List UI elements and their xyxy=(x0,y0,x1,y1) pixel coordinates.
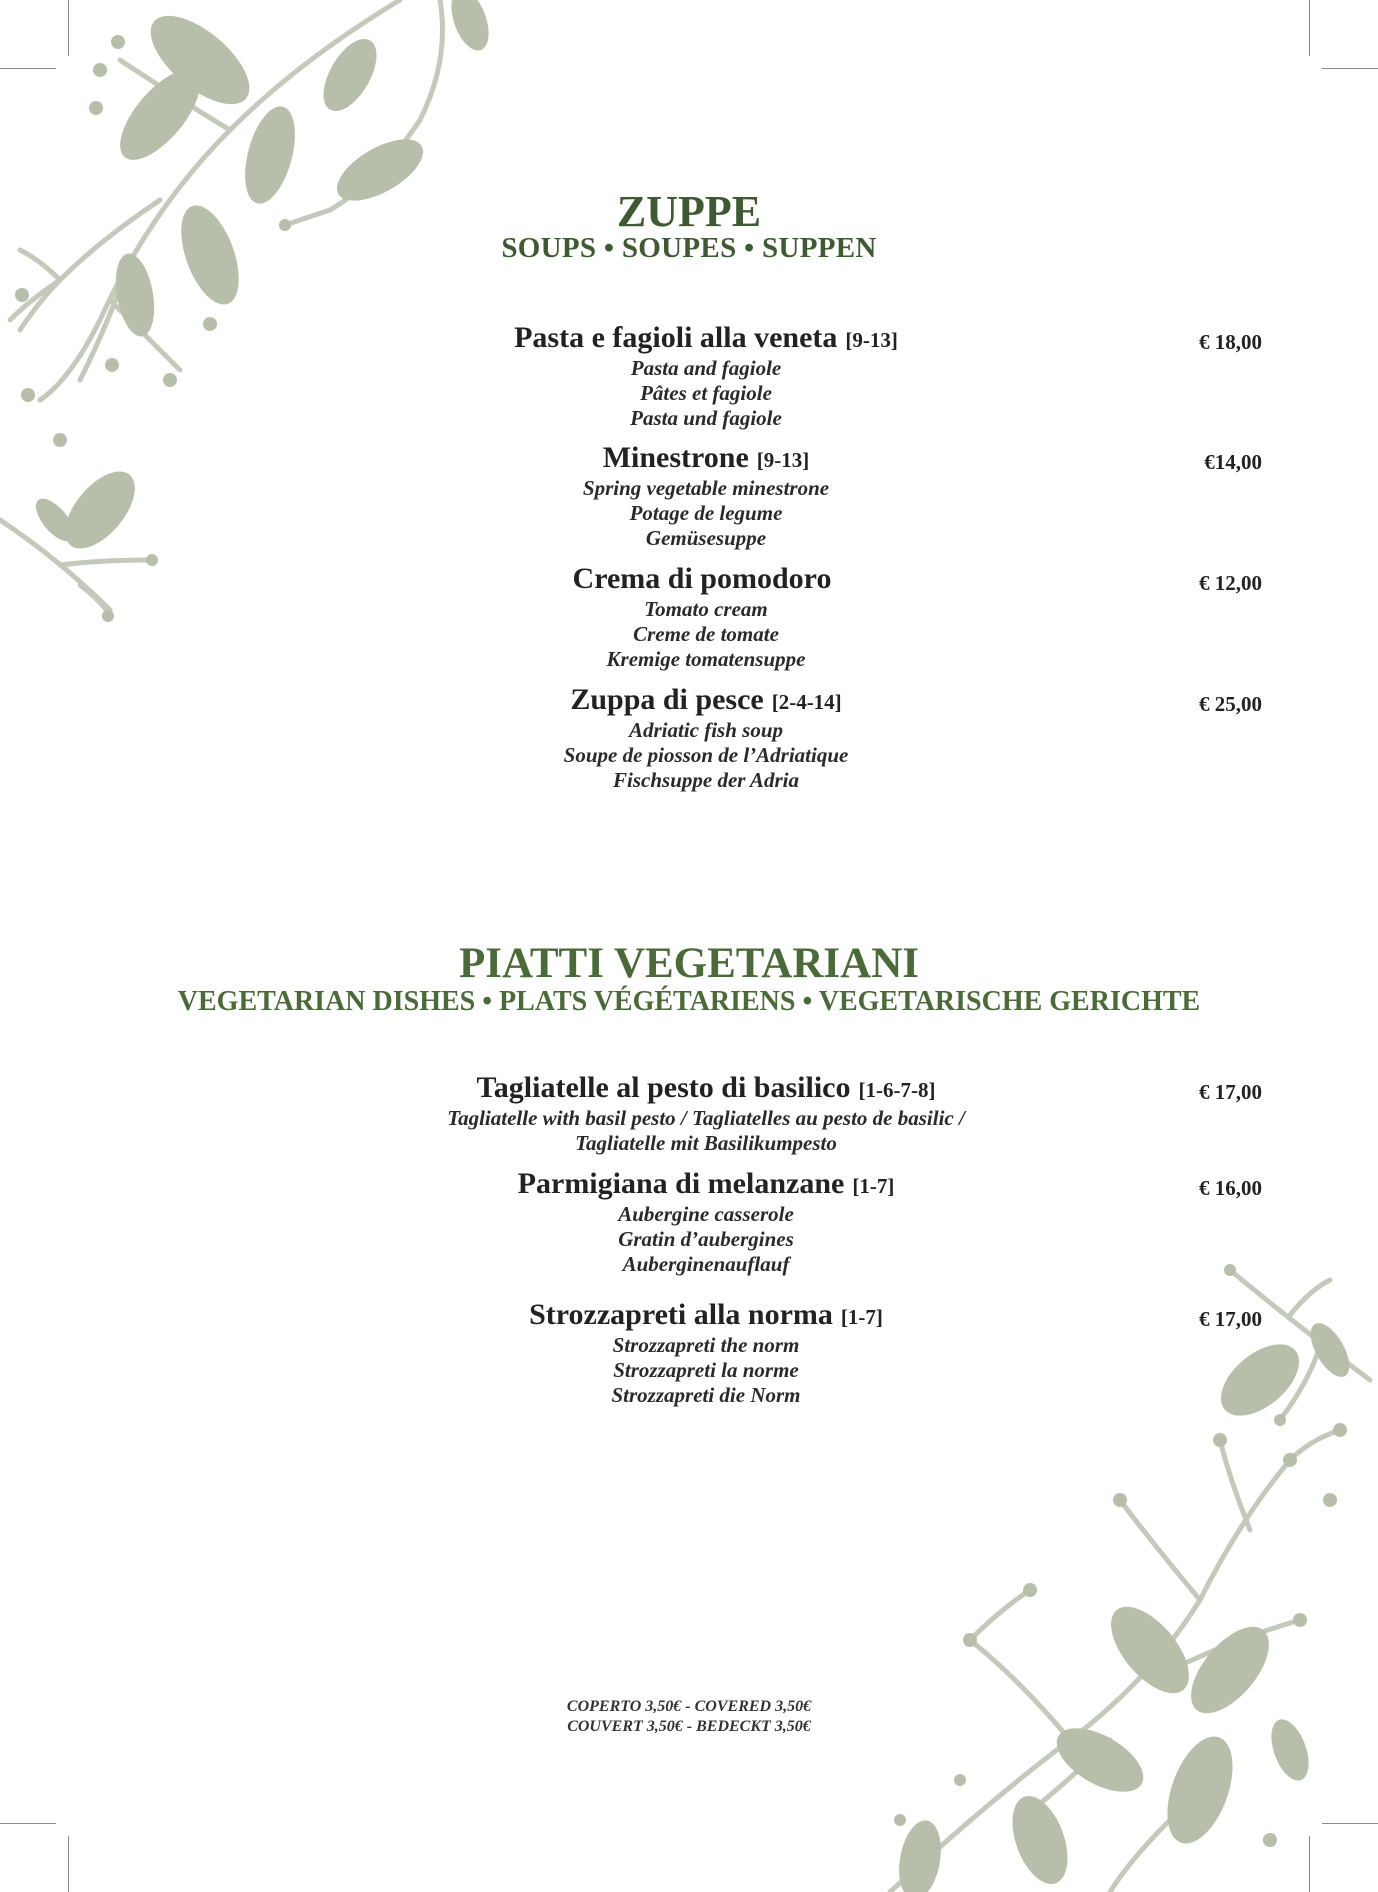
dish-translation: Strozzapreti the norm xyxy=(612,1333,800,1357)
dish-translation: Pasta und fagiole xyxy=(630,406,782,430)
allergen-codes: [9-13] xyxy=(756,448,810,472)
dish-translation: Strozzapreti die Norm xyxy=(611,1383,801,1407)
dish-name: Tagliatelle al pesto di basilico xyxy=(476,1071,851,1104)
dish-item xyxy=(0,561,1378,672)
section-subtitle-vegetarian: VEGETARIAN DISHES • PLATS VÉGÉTARIENS • VEGETARISCHE GERICHTE xyxy=(177,986,1201,1017)
dish-translation: Aubergine casserole xyxy=(618,1202,794,1226)
allergen-codes: [9-13] xyxy=(845,328,898,352)
dish-translation: Tagliatelle with basil pesto / Tagliatelles au pesto de basilic / xyxy=(447,1106,965,1130)
dish-name: Strozzapreti alla norma xyxy=(529,1298,833,1331)
allergen-codes: [1-6-7-8] xyxy=(858,1078,936,1102)
dish-price: €14,00 xyxy=(1204,450,1262,474)
dish-item xyxy=(0,682,1378,793)
dish-name: Crema di pomodoro xyxy=(572,562,832,595)
dish-translation: Pasta and fagiole xyxy=(630,356,782,380)
dish-translation: Tagliatelle mit Basilikumpesto xyxy=(575,1131,837,1155)
dish-translation: Auberginenauflauf xyxy=(622,1252,790,1276)
dish-translation: Soupe de piosson de l’Adriatique xyxy=(563,743,849,767)
dish-name: Pasta e fagioli alla veneta xyxy=(514,321,838,354)
dish-translation: Creme de tomate xyxy=(633,622,779,646)
dish-price: € 16,00 xyxy=(1199,1176,1262,1200)
dish-name: Minestrone xyxy=(602,441,749,474)
dish-translation: Strozzapreti la norme xyxy=(613,1358,799,1382)
dish-item xyxy=(0,320,1378,431)
dish-item xyxy=(0,1166,1378,1277)
cover-charge-line: COPERTO 3,50€ - COVERED 3,50€ xyxy=(566,1698,812,1715)
dish-translation: Gemüsesuppe xyxy=(645,526,767,550)
dish-item xyxy=(0,440,1378,551)
crop-mark xyxy=(0,1823,56,1824)
allergen-codes: [2-4-14] xyxy=(771,690,842,714)
dish-item xyxy=(0,1070,1378,1156)
cover-charge-line: COUVERT 3,50€ - BEDECKT 3,50€ xyxy=(567,1718,811,1735)
dish-translation: Potage de legume xyxy=(629,501,783,525)
dish-translation: Gratin d’aubergines xyxy=(618,1227,794,1251)
dish-name: Zuppa di pesce xyxy=(570,683,764,716)
floral-branch-bottom-right xyxy=(870,1420,1378,1892)
section-subtitle-zuppe: SOUPS • SOUPES • SUPPEN xyxy=(501,232,877,264)
dish-translation: Spring vegetable minestrone xyxy=(582,476,830,500)
dish-price: € 12,00 xyxy=(1199,571,1262,595)
dish-price: € 17,00 xyxy=(1199,1307,1262,1331)
section-title-zuppe: ZUPPE xyxy=(616,187,762,236)
dish-translation: Kremige tomatensuppe xyxy=(606,647,806,671)
dish-item xyxy=(0,1297,1378,1408)
crop-mark xyxy=(1322,68,1378,69)
dish-translation: Fischsuppe der Adria xyxy=(613,768,799,792)
allergen-codes: [1-7] xyxy=(852,1174,895,1198)
dish-price: € 18,00 xyxy=(1199,330,1262,354)
crop-mark xyxy=(68,1836,69,1892)
dish-name: Parmigiana di melanzane xyxy=(517,1167,845,1200)
dish-translation: Adriatic fish soup xyxy=(628,718,784,742)
cover-charge-note xyxy=(0,1697,1378,1737)
dish-translation: Tomato cream xyxy=(644,597,768,621)
dish-price: € 25,00 xyxy=(1199,692,1262,716)
section-title-vegetarian: PIATTI VEGETARIANI xyxy=(459,940,919,987)
allergen-codes: [1-7] xyxy=(840,1305,883,1329)
dish-price: € 17,00 xyxy=(1199,1080,1262,1104)
dish-translation: Pâtes et fagiole xyxy=(640,381,772,405)
crop-mark xyxy=(1309,0,1310,56)
